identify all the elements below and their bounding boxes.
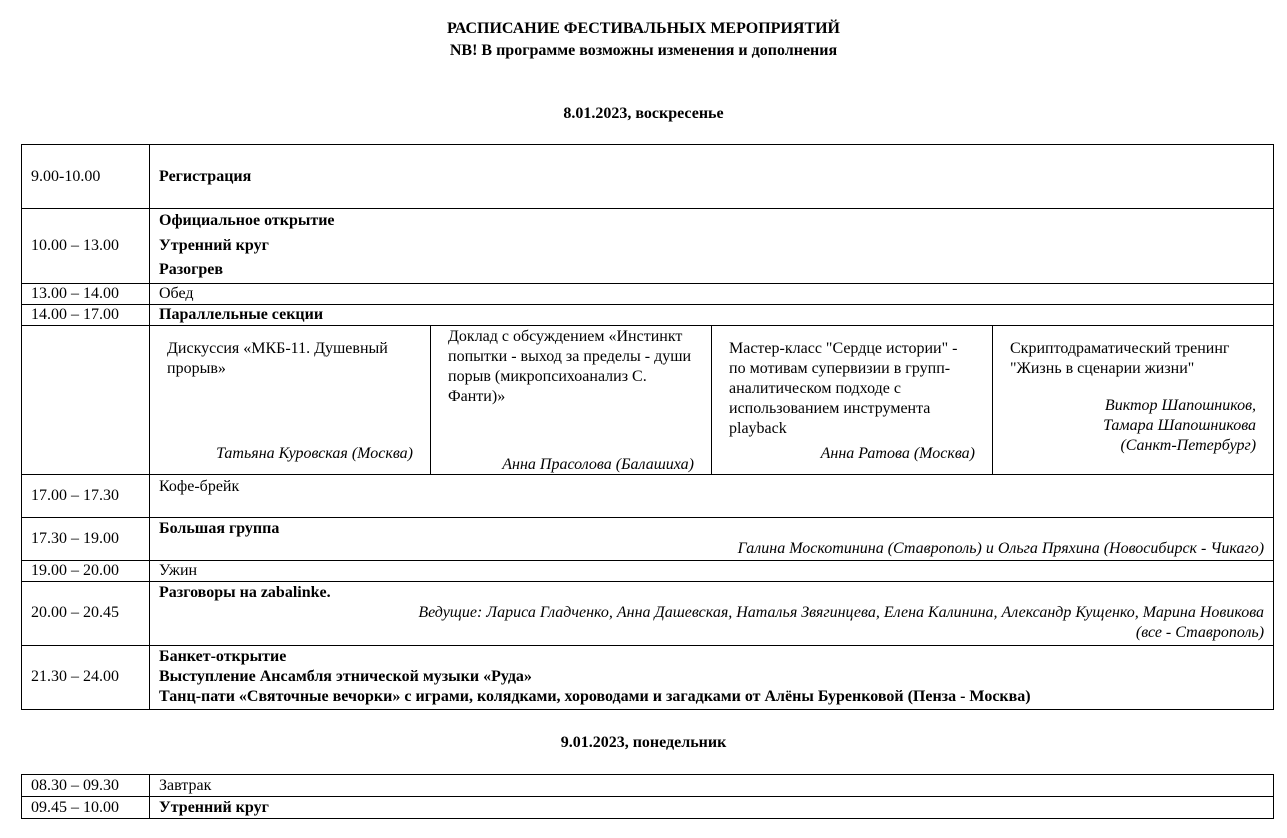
page-subtitle: NB! В программе возможны изменения и дополнения (449, 42, 838, 59)
event-author: Галина Москотинина (Ставрополь) и Ольга Пряхина (Новосибирск - Чикаго) (737, 539, 1265, 557)
section-title: Дискуссия «МКБ-11. Душевный прорыв» (167, 339, 388, 377)
table-row (22, 304, 1274, 325)
section-author: Анна Прасолова (Балашиха) (502, 455, 694, 473)
table-row (22, 797, 1274, 819)
event-line: Утренний круг (159, 236, 269, 254)
time-cell: 13.00 – 14.00 (22, 283, 150, 304)
event-cell: Параллельные секции (150, 304, 1274, 325)
event-line: Банкет-открытие (159, 648, 287, 665)
section-title: Скриптодраматический тренинг "Жизнь в сценарии жизни" (1010, 339, 1230, 377)
time-cell: 17.30 – 19.00 (22, 517, 150, 560)
time-cell: 14.00 – 17.00 (22, 304, 150, 325)
day2-date: 9.01.2023, понедельник (560, 734, 727, 751)
time-cell: 09.45 – 10.00 (22, 797, 150, 819)
section-cell (431, 325, 712, 474)
time-cell: 20.00 – 20.45 (22, 581, 150, 645)
event-cell (150, 581, 1274, 645)
event-line: Выступление Ансамбля этнической музыки «Руда» (159, 668, 532, 685)
event-cell (150, 517, 1274, 560)
section-title: Мастер-класс "Сердце истории" - по мотивам супервизии в групп-аналитическом подходе с использованием инструмента playback (729, 339, 958, 437)
section-title: Доклад с обсуждением «Инстинкт попытки - выход за пределы - души порыв (микропсихоанализ С. Фанти)» (448, 327, 692, 405)
table-row (22, 581, 1274, 645)
page-title: РАСПИСАНИЕ ФЕСТИВАЛЬНЫХ МЕРОПРИЯТИЙ (447, 20, 840, 37)
table-row (22, 560, 1274, 581)
event-cell: Регистрация (150, 145, 1274, 209)
author-line: Тамара Шапошникова (1103, 416, 1257, 434)
section-cell (993, 325, 1274, 474)
section-cell (712, 325, 993, 474)
event-cell: Ужин (150, 560, 1274, 581)
event-hosts: Ведущие: Лариса Гладченко, Анна Дашевская, Наталья Звягинцева, Елена Калинина, Александр Кущенко, Марина Новикова (418, 604, 1265, 621)
section-cell (150, 325, 431, 474)
event-hosts-city: (все - Ставрополь) (1135, 624, 1265, 641)
table-row (22, 474, 1274, 517)
event-line: Танц-пати «Святочные вечорки» с играми, колядками, хороводами и загадками от Алёны Буренковой (Пенза - Москва) (159, 688, 1031, 705)
day2-schedule-table (21, 774, 1274, 819)
time-cell: 10.00 – 13.00 (22, 209, 150, 284)
table-row (22, 283, 1274, 304)
table-row (22, 325, 1274, 474)
table-row (22, 775, 1274, 797)
event-line: Разогрев (159, 261, 224, 278)
time-cell: 9.00-10.00 (22, 145, 150, 209)
section-author (1010, 396, 1256, 456)
table-row (22, 145, 1274, 209)
event-cell (150, 209, 1274, 284)
event-title: Разговоры на zabalinke. (159, 584, 331, 601)
time-cell: 19.00 – 20.00 (22, 560, 150, 581)
time-cell: 08.30 – 09.30 (22, 775, 150, 797)
time-cell: 17.00 – 17.30 (22, 474, 150, 517)
table-row (22, 209, 1274, 284)
section-author: Анна Ратова (Москва) (820, 444, 975, 462)
author-line: (Санкт-Петербург) (1120, 436, 1257, 454)
event-title: Большая группа (159, 519, 280, 537)
section-author: Татьяна Куровская (Москва) (216, 444, 413, 462)
day1-date: 8.01.2023, воскресенье (563, 105, 724, 122)
day1-schedule-table (21, 144, 1274, 710)
time-cell (22, 325, 150, 474)
author-line: Виктор Шапошников, (1104, 396, 1257, 414)
time-cell: 21.30 – 24.00 (22, 645, 150, 709)
event-cell: Завтрак (150, 775, 1274, 797)
event-line: Официальное открытие (159, 212, 335, 229)
table-row (22, 517, 1274, 560)
table-row (22, 645, 1274, 709)
event-cell (150, 645, 1274, 709)
event-cell: Обед (150, 283, 1274, 304)
event-cell: Утренний круг (150, 797, 1274, 819)
event-cell: Кофе-брейк (150, 474, 1274, 517)
